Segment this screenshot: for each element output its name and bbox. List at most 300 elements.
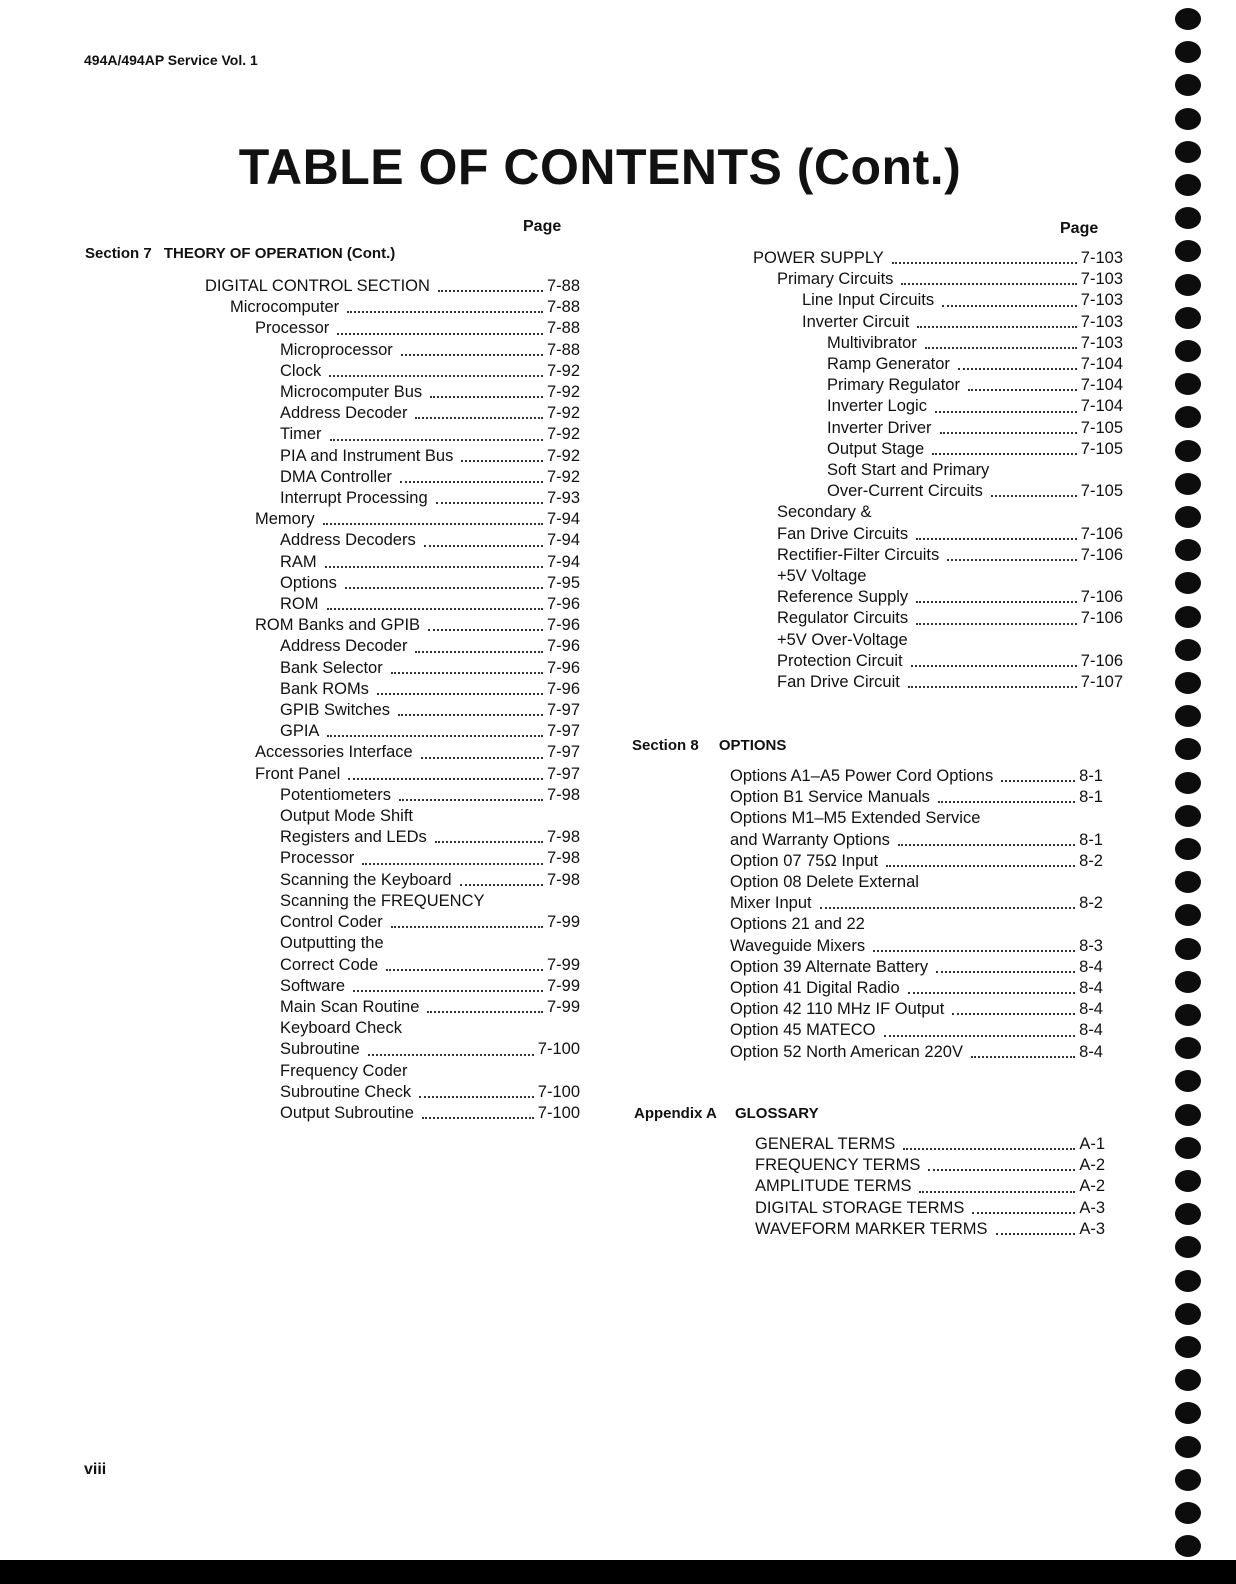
binder-hole bbox=[1175, 606, 1201, 628]
entry-label: Mixer Input bbox=[730, 894, 812, 913]
section-7-entry bbox=[280, 827, 580, 848]
entry-page: 7-96 bbox=[546, 595, 580, 614]
entry-label: Processor bbox=[255, 319, 330, 338]
entry-label: Option 39 Alternate Battery bbox=[730, 957, 929, 976]
section-7-entry bbox=[280, 997, 580, 1018]
section-8-entry bbox=[730, 766, 1103, 787]
binder-hole bbox=[1175, 74, 1201, 96]
dot-leader bbox=[932, 453, 1077, 455]
entry-page: 7-97 bbox=[546, 764, 580, 783]
binder-hole bbox=[1175, 207, 1201, 229]
binder-hole bbox=[1175, 539, 1201, 561]
entry-page: 7-97 bbox=[546, 701, 580, 720]
appendix-number: Appendix A bbox=[634, 1105, 717, 1122]
entry-page: 7-94 bbox=[546, 510, 580, 529]
binder-hole bbox=[1175, 1137, 1201, 1159]
entry-page: 7-96 bbox=[546, 658, 580, 677]
entry-label: Reference Supply bbox=[777, 588, 909, 607]
entry-label: Option B1 Service Manuals bbox=[730, 788, 930, 807]
section-8-entry bbox=[730, 787, 1103, 808]
section-7-entry bbox=[280, 1039, 580, 1060]
dot-leader bbox=[377, 693, 543, 695]
entry-label: ROM bbox=[280, 595, 319, 614]
binder-hole bbox=[1175, 672, 1201, 694]
entry-label: Control Coder bbox=[280, 913, 383, 932]
binder-hole bbox=[1175, 871, 1201, 893]
entry-page: 7-100 bbox=[537, 1082, 580, 1101]
dot-leader bbox=[935, 411, 1077, 413]
binder-hole bbox=[1175, 41, 1201, 63]
dot-leader bbox=[916, 623, 1077, 625]
entry-page: 7-88 bbox=[546, 340, 580, 359]
binder-hole bbox=[1175, 8, 1201, 30]
entry-label: Multivibrator bbox=[827, 333, 917, 352]
entry-page: 7-92 bbox=[546, 404, 580, 423]
dot-leader bbox=[391, 926, 543, 928]
entry-label: Memory bbox=[255, 510, 315, 529]
power-supply-entry bbox=[827, 460, 1123, 481]
entry-page: 7-99 bbox=[546, 976, 580, 995]
section-8-entry bbox=[730, 851, 1103, 872]
page-number: viii bbox=[84, 1461, 107, 1478]
power-supply-toc bbox=[0, 248, 1123, 693]
entry-page: 7-99 bbox=[546, 913, 580, 932]
binder-hole bbox=[1175, 738, 1201, 760]
entry-page: 8-1 bbox=[1079, 788, 1103, 807]
binder-hole bbox=[1175, 971, 1201, 993]
entry-page: 7-103 bbox=[1080, 249, 1123, 267]
entry-page: 7-99 bbox=[546, 997, 580, 1016]
entry-label: ROM Banks and GPIB bbox=[255, 616, 421, 635]
power-supply-entry bbox=[827, 375, 1123, 396]
entry-label: Protection Circuit bbox=[777, 651, 903, 670]
dot-leader bbox=[903, 1148, 1075, 1150]
entry-page: 8-1 bbox=[1079, 767, 1103, 785]
entry-label: Options 21 and 22 bbox=[730, 915, 865, 934]
entry-page: 7-103 bbox=[1080, 333, 1123, 352]
dot-leader bbox=[398, 714, 543, 716]
power-supply-entry bbox=[777, 672, 1123, 693]
binder-hole bbox=[1175, 1203, 1201, 1225]
entry-page: 7-88 bbox=[546, 319, 580, 338]
dot-leader bbox=[925, 347, 1077, 349]
dot-leader bbox=[916, 538, 1077, 540]
dot-leader bbox=[419, 1096, 534, 1098]
binder-hole bbox=[1175, 1336, 1201, 1358]
section-number: Section 8 bbox=[632, 737, 699, 754]
section-7-entry bbox=[280, 891, 580, 912]
section-7-entry bbox=[280, 848, 580, 869]
section-8-toc bbox=[730, 766, 1103, 1063]
entry-page: 7-106 bbox=[1080, 524, 1123, 543]
entry-page: 7-92 bbox=[546, 383, 580, 402]
section-7-entry bbox=[280, 955, 580, 976]
dot-leader bbox=[362, 863, 543, 865]
dot-leader bbox=[928, 1169, 1075, 1171]
entry-label: WAVEFORM MARKER TERMS bbox=[755, 1219, 988, 1238]
section-8-entry bbox=[730, 1020, 1103, 1041]
entry-label: Regulator Circuits bbox=[777, 609, 909, 628]
entry-label: Subroutine Check bbox=[280, 1082, 412, 1101]
section-7-entry bbox=[280, 1082, 580, 1103]
binder-hole bbox=[1175, 1104, 1201, 1126]
entry-page: 7-106 bbox=[1080, 651, 1123, 670]
entry-page: 8-4 bbox=[1079, 979, 1103, 998]
entry-label: Outputting the bbox=[280, 934, 384, 953]
power-supply-entry bbox=[777, 630, 1123, 651]
section-8-entry bbox=[730, 830, 1103, 851]
dot-leader bbox=[991, 495, 1077, 497]
entry-page: 7-92 bbox=[546, 361, 580, 380]
entry-page: 8-4 bbox=[1079, 1042, 1103, 1061]
dot-leader bbox=[873, 950, 1075, 952]
entry-label: Clock bbox=[280, 361, 322, 380]
section-7-entry bbox=[280, 870, 580, 891]
entry-page: 7-88 bbox=[546, 298, 580, 317]
entry-page: 7-97 bbox=[546, 722, 580, 741]
entry-label: Address Decoder bbox=[280, 637, 408, 656]
entry-page: 7-105 bbox=[1080, 418, 1123, 437]
entry-label: Ramp Generator bbox=[827, 355, 950, 374]
entry-label: Output Subroutine bbox=[280, 1103, 414, 1122]
binder-hole bbox=[1175, 705, 1201, 727]
entry-page: 7-97 bbox=[546, 743, 580, 762]
appendix-a-heading bbox=[634, 1105, 819, 1122]
entry-page: 7-103 bbox=[1080, 291, 1123, 310]
dot-leader bbox=[399, 799, 543, 801]
binder-hole bbox=[1175, 904, 1201, 926]
entry-label: GPIA bbox=[280, 722, 320, 741]
power-supply-entry bbox=[777, 566, 1123, 587]
dot-leader bbox=[936, 971, 1075, 973]
bottom-edge bbox=[0, 1560, 1236, 1584]
entry-page: 7-100 bbox=[537, 1040, 580, 1059]
dot-leader bbox=[958, 368, 1077, 370]
dot-leader bbox=[938, 801, 1075, 803]
page-column-label-right: Page bbox=[1060, 220, 1099, 237]
dot-leader bbox=[917, 326, 1077, 328]
entry-label: RAM bbox=[280, 552, 317, 571]
section-number: Section 7 bbox=[85, 245, 152, 262]
binder-hole bbox=[1175, 108, 1201, 130]
entry-label: Accessories Interface bbox=[255, 743, 413, 762]
binder-hole bbox=[1175, 406, 1201, 428]
dot-leader bbox=[368, 1054, 534, 1056]
entry-label: Bank Selector bbox=[280, 658, 383, 677]
entry-label: POWER SUPPLY bbox=[753, 249, 884, 267]
entry-label: Microcomputer bbox=[230, 298, 340, 317]
power-supply-entry bbox=[777, 269, 1123, 290]
entry-page: 7-104 bbox=[1080, 376, 1123, 395]
section-7-entry bbox=[280, 1018, 580, 1039]
entry-label: Output Stage bbox=[827, 439, 925, 458]
entry-label: Processor bbox=[280, 849, 355, 868]
binder-hole bbox=[1175, 1402, 1201, 1424]
binder-hole bbox=[1175, 1436, 1201, 1458]
entry-page: 7-94 bbox=[546, 552, 580, 571]
binder-hole bbox=[1175, 572, 1201, 594]
dot-leader bbox=[435, 841, 543, 843]
entry-label: Scanning the FREQUENCY bbox=[280, 891, 485, 910]
section-8-entry bbox=[730, 914, 1103, 935]
entry-page: 7-104 bbox=[1080, 355, 1123, 374]
power-supply-entry bbox=[827, 439, 1123, 460]
entry-label: FREQUENCY TERMS bbox=[755, 1156, 921, 1175]
entry-label: Soft Start and Primary bbox=[827, 461, 990, 480]
entry-page: 7-103 bbox=[1080, 270, 1123, 289]
binder-hole bbox=[1175, 1535, 1201, 1557]
entry-label: Options bbox=[280, 573, 337, 592]
entry-label: Software bbox=[280, 976, 346, 995]
entry-page: 8-4 bbox=[1079, 957, 1103, 976]
power-supply-entry bbox=[777, 545, 1123, 566]
appendix-a-entry bbox=[755, 1134, 1105, 1155]
dot-leader bbox=[996, 1233, 1076, 1235]
section-8-entry bbox=[730, 808, 1103, 829]
dot-leader bbox=[386, 969, 543, 971]
entry-label: Fan Drive Circuits bbox=[777, 524, 909, 543]
entry-label: Primary Regulator bbox=[827, 376, 960, 395]
binder-hole bbox=[1175, 639, 1201, 661]
entry-page: 7-96 bbox=[546, 616, 580, 635]
appendix-a-entry bbox=[755, 1155, 1105, 1176]
dot-leader bbox=[940, 432, 1077, 434]
entry-page: 7-92 bbox=[546, 446, 580, 465]
entry-page: A-2 bbox=[1079, 1177, 1105, 1196]
entry-label: Correct Code bbox=[280, 955, 379, 974]
entry-label: AMPLITUDE TERMS bbox=[755, 1177, 912, 1196]
entry-label: Potentiometers bbox=[280, 785, 391, 804]
section-7-entry bbox=[255, 764, 580, 785]
entry-label: Option 08 Delete External bbox=[730, 873, 919, 892]
appendix-a-toc bbox=[755, 1134, 1105, 1240]
binder-hole bbox=[1175, 1236, 1201, 1258]
binder-hole bbox=[1175, 340, 1201, 362]
power-supply-entry bbox=[827, 481, 1123, 502]
entry-page: 7-98 bbox=[546, 785, 580, 804]
dot-leader bbox=[916, 601, 1077, 603]
binder-hole bbox=[1175, 838, 1201, 860]
entry-page: 7-100 bbox=[537, 1103, 580, 1122]
power-supply-entry bbox=[802, 290, 1123, 311]
entry-label: +5V Over-Voltage bbox=[777, 630, 908, 649]
binder-hole bbox=[1175, 805, 1201, 827]
dot-leader bbox=[460, 884, 543, 886]
entry-label: Option 42 110 MHz IF Output bbox=[730, 1000, 945, 1019]
dot-leader bbox=[971, 1056, 1075, 1058]
entry-page: 7-98 bbox=[546, 870, 580, 889]
entry-page: 7-96 bbox=[546, 637, 580, 656]
entry-page: A-1 bbox=[1079, 1135, 1105, 1153]
binder-hole bbox=[1175, 473, 1201, 495]
entry-page: 7-105 bbox=[1080, 482, 1123, 501]
binder-hole bbox=[1175, 1170, 1201, 1192]
entry-label: Keyboard Check bbox=[280, 1019, 402, 1038]
entry-page: 7-98 bbox=[546, 849, 580, 868]
dot-leader bbox=[911, 665, 1077, 667]
dot-leader bbox=[884, 1035, 1076, 1037]
dot-leader bbox=[901, 283, 1076, 285]
power-supply-entry bbox=[802, 312, 1123, 333]
dot-leader bbox=[908, 686, 1077, 688]
section-8-entry bbox=[730, 978, 1103, 999]
section-title: OPTIONS bbox=[718, 737, 787, 754]
binder-hole bbox=[1175, 307, 1201, 329]
binder-hole bbox=[1175, 1270, 1201, 1292]
section-7-entry bbox=[280, 721, 580, 742]
entry-label: GENERAL TERMS bbox=[755, 1135, 896, 1153]
entry-label: Line Input Circuits bbox=[802, 291, 935, 310]
dot-leader bbox=[820, 907, 1076, 909]
dot-leader bbox=[327, 735, 543, 737]
entry-label: Main Scan Routine bbox=[280, 997, 420, 1016]
entry-label: Options A1–A5 Power Cord Options bbox=[730, 767, 994, 785]
binder-hole bbox=[1175, 1369, 1201, 1391]
entry-label: GPIB Switches bbox=[280, 701, 391, 720]
entry-label: Subroutine bbox=[280, 1040, 360, 1059]
appendix-a-entry bbox=[755, 1176, 1105, 1197]
entry-label: DIGITAL CONTROL SECTION bbox=[205, 277, 430, 295]
entry-page: 7-104 bbox=[1080, 397, 1123, 416]
entry-page: 7-99 bbox=[546, 955, 580, 974]
binder-hole bbox=[1175, 440, 1201, 462]
section-7-entry bbox=[280, 1103, 580, 1124]
binder-hole bbox=[1175, 1502, 1201, 1524]
binder-hole bbox=[1175, 1303, 1201, 1325]
section-7-entry bbox=[280, 976, 580, 997]
entry-label: Options M1–M5 Extended Service bbox=[730, 809, 981, 828]
entry-label: Front Panel bbox=[255, 764, 341, 783]
power-supply-entry bbox=[777, 651, 1123, 672]
entry-label: Frequency Coder bbox=[280, 1061, 408, 1080]
page-title: TABLE OF CONTENTS (Cont.) bbox=[238, 139, 962, 195]
entry-label: Option 45 MATECO bbox=[730, 1021, 876, 1040]
dot-leader bbox=[919, 1191, 1075, 1193]
power-supply-entry bbox=[827, 396, 1123, 417]
power-supply-entry bbox=[777, 608, 1123, 629]
dot-leader bbox=[422, 1117, 534, 1119]
power-supply-entry bbox=[777, 502, 1123, 523]
section-7-entry bbox=[280, 933, 580, 954]
dot-leader bbox=[947, 559, 1077, 561]
section-7-entry bbox=[280, 785, 580, 806]
entry-page: 8-2 bbox=[1079, 851, 1103, 870]
entry-page: 8-3 bbox=[1079, 936, 1103, 955]
entry-label: Timer bbox=[280, 425, 322, 444]
page-header: 494A/494AP Service Vol. 1 bbox=[84, 52, 258, 68]
binder-hole bbox=[1175, 1469, 1201, 1491]
entry-label: Output Mode Shift bbox=[280, 807, 413, 826]
entry-label: Address Decoder bbox=[280, 404, 408, 423]
section-8-entry bbox=[730, 893, 1103, 914]
entry-page: 8-4 bbox=[1079, 1021, 1103, 1040]
entry-label: PIA and Instrument Bus bbox=[280, 446, 454, 465]
entry-page: 8-4 bbox=[1079, 1000, 1103, 1019]
entry-page: 7-103 bbox=[1080, 312, 1123, 331]
binder-hole bbox=[1175, 772, 1201, 794]
entry-page: 7-95 bbox=[546, 573, 580, 592]
section-7-entry bbox=[280, 912, 580, 933]
entry-label: Fan Drive Circuit bbox=[777, 673, 900, 692]
dot-leader bbox=[886, 865, 1075, 867]
entry-page: A-3 bbox=[1079, 1219, 1105, 1238]
entry-label: Inverter Driver bbox=[827, 418, 932, 437]
entry-page: 7-92 bbox=[546, 467, 580, 486]
entry-page: 7-107 bbox=[1080, 673, 1123, 692]
entry-page: 7-106 bbox=[1080, 545, 1123, 564]
appendix-a-entry bbox=[755, 1219, 1105, 1240]
dot-leader bbox=[898, 844, 1075, 846]
power-supply-entry bbox=[777, 524, 1123, 545]
section-7-entry bbox=[280, 806, 580, 827]
entry-label: Secondary & bbox=[777, 503, 872, 522]
binder-hole bbox=[1175, 174, 1201, 196]
section-8-heading bbox=[632, 737, 786, 754]
section-8-entry bbox=[730, 957, 1103, 978]
entry-page: 7-96 bbox=[546, 679, 580, 698]
power-supply-entry bbox=[777, 587, 1123, 608]
entry-label: and Warranty Options bbox=[730, 830, 890, 849]
entry-label: Scanning the Keyboard bbox=[280, 870, 452, 889]
entry-label: Option 07 75Ω Input bbox=[730, 851, 879, 870]
entry-label: Address Decoders bbox=[280, 531, 416, 550]
entry-label: +5V Voltage bbox=[777, 567, 867, 586]
entry-label: Interrupt Processing bbox=[280, 489, 428, 508]
entry-page: 7-106 bbox=[1080, 588, 1123, 607]
page-column-label-left: Page bbox=[523, 218, 562, 235]
entry-label: DIGITAL STORAGE TERMS bbox=[755, 1198, 965, 1217]
binder-holes bbox=[1175, 0, 1209, 1584]
power-supply-entry bbox=[827, 418, 1123, 439]
entry-label: Option 52 North American 220V bbox=[730, 1042, 963, 1061]
section-title: THEORY OF OPERATION (Cont.) bbox=[163, 245, 396, 262]
entry-label: Option 41 Digital Radio bbox=[730, 979, 900, 998]
entry-label: Over-Current Circuits bbox=[827, 482, 983, 501]
section-8-entry bbox=[730, 1042, 1103, 1063]
entry-page: A-3 bbox=[1079, 1198, 1105, 1217]
entry-label: Inverter Circuit bbox=[802, 312, 910, 331]
binder-hole bbox=[1175, 1070, 1201, 1092]
dot-leader bbox=[968, 389, 1077, 391]
dot-leader bbox=[421, 757, 543, 759]
entry-page: 8-2 bbox=[1079, 894, 1103, 913]
dot-leader bbox=[1001, 780, 1075, 782]
entry-page: 8-1 bbox=[1079, 830, 1103, 849]
entry-page: 7-105 bbox=[1080, 439, 1123, 458]
dot-leader bbox=[972, 1212, 1075, 1214]
section-8-entry bbox=[730, 936, 1103, 957]
entry-page: 7-92 bbox=[546, 425, 580, 444]
entry-label: Registers and LEDs bbox=[280, 828, 427, 847]
entry-page: 7-94 bbox=[546, 531, 580, 550]
appendix-title: GLOSSARY bbox=[734, 1105, 819, 1122]
binder-hole bbox=[1175, 1004, 1201, 1026]
entry-label: Waveguide Mixers bbox=[730, 936, 866, 955]
binder-hole bbox=[1175, 506, 1201, 528]
dot-leader bbox=[952, 1013, 1075, 1015]
binder-hole bbox=[1175, 938, 1201, 960]
dot-leader bbox=[892, 262, 1077, 264]
entry-label: Rectifier-Filter Circuits bbox=[777, 545, 940, 564]
section-7-entry bbox=[280, 1061, 580, 1082]
dot-leader bbox=[908, 992, 1075, 994]
binder-hole bbox=[1175, 1037, 1201, 1059]
appendix-a-entry bbox=[755, 1198, 1105, 1219]
entry-page: 7-98 bbox=[546, 828, 580, 847]
dot-leader bbox=[942, 305, 1077, 307]
power-supply-entry bbox=[827, 333, 1123, 354]
section-8-entry bbox=[730, 872, 1103, 893]
